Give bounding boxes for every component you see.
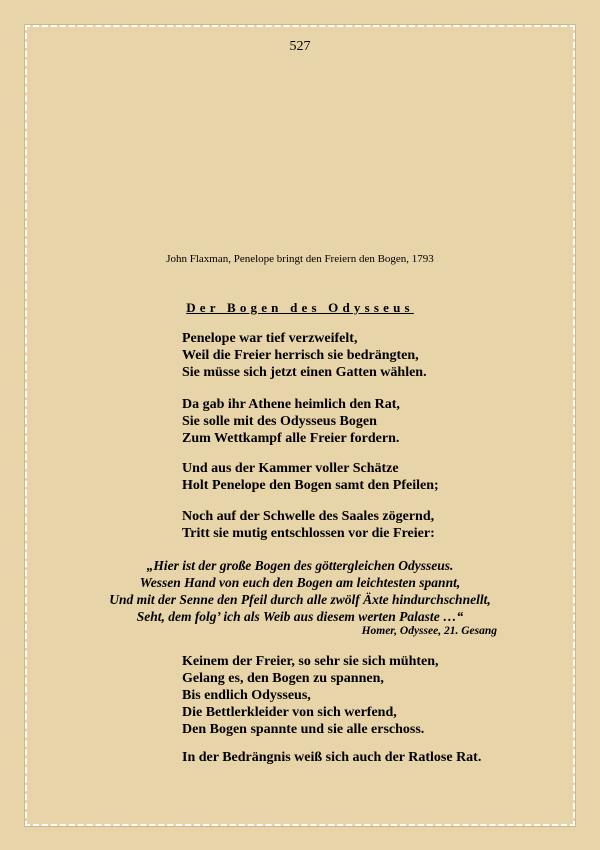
- poem-line: Gelang es, den Bogen zu spannen,: [182, 671, 384, 686]
- poem-line: In der Bedrängnis weiß sich auch der Ratlose Rat.: [182, 750, 482, 765]
- poem-line: Penelope war tief verzweifelt,: [182, 331, 358, 346]
- poem-line: Bis endlich Odysseus,: [182, 688, 311, 703]
- poem-line: Keinem der Freier, so sehr sie sich mühten,: [182, 654, 439, 669]
- quote-line: Und mit der Senne den Pfeil durch alle zwölf Äxte hindurchschnellt,: [109, 592, 491, 607]
- page-frame: [24, 24, 576, 827]
- poem-line: Sie solle mit des Odysseus Bogen: [182, 414, 377, 429]
- poem-line: Noch auf der Schwelle des Saales zögernd,: [182, 509, 435, 524]
- stanza-6: [182, 749, 481, 766]
- poem-line: Die Bettlerkleider von sich werfend,: [182, 705, 397, 720]
- stanza-3: [182, 460, 439, 494]
- quote-line: Seht, dem folg’ ich als Weib aus diesem werten Palaste …“: [136, 609, 464, 624]
- poem-line: Sie müsse sich jetzt einen Gatten wählen.: [182, 365, 427, 380]
- poem-title: Der Bogen des Odysseus: [186, 300, 414, 315]
- poem-line: Weil die Freier herrisch sie bedrängten,: [182, 348, 419, 363]
- stanza-5: [182, 653, 439, 738]
- poem-line: Da gab ihr Athene heimlich den Rat,: [182, 397, 400, 412]
- poem-line: Den Bogen spannte und sie alle erschoss.: [182, 722, 425, 737]
- poem-line: Tritt sie mutig entschlossen vor die Freier:: [182, 526, 435, 541]
- stanza-1: [182, 330, 427, 381]
- poem-line: Und aus der Kammer voller Schätze: [182, 461, 399, 476]
- homer-quote: [27, 557, 573, 625]
- stanza-4: [182, 508, 435, 542]
- quote-attribution: Homer, Odyssee, 21. Gesang: [361, 625, 497, 637]
- image-caption: John Flaxman, Penelope bringt den Freiern den Bogen, 1793: [166, 253, 434, 265]
- poem-line: Holt Penelope den Bogen samt den Pfeilen;: [182, 478, 439, 493]
- stanza-2: [182, 396, 400, 447]
- poem-line: Zum Wettkampf alle Freier fordern.: [182, 431, 400, 446]
- quote-line: Wessen Hand von euch den Bogen am leichtesten spannt,: [139, 575, 461, 590]
- page-number: 527: [289, 39, 311, 54]
- quote-line: „Hier ist der große Bogen des göttergleichen Odysseus.: [146, 558, 454, 573]
